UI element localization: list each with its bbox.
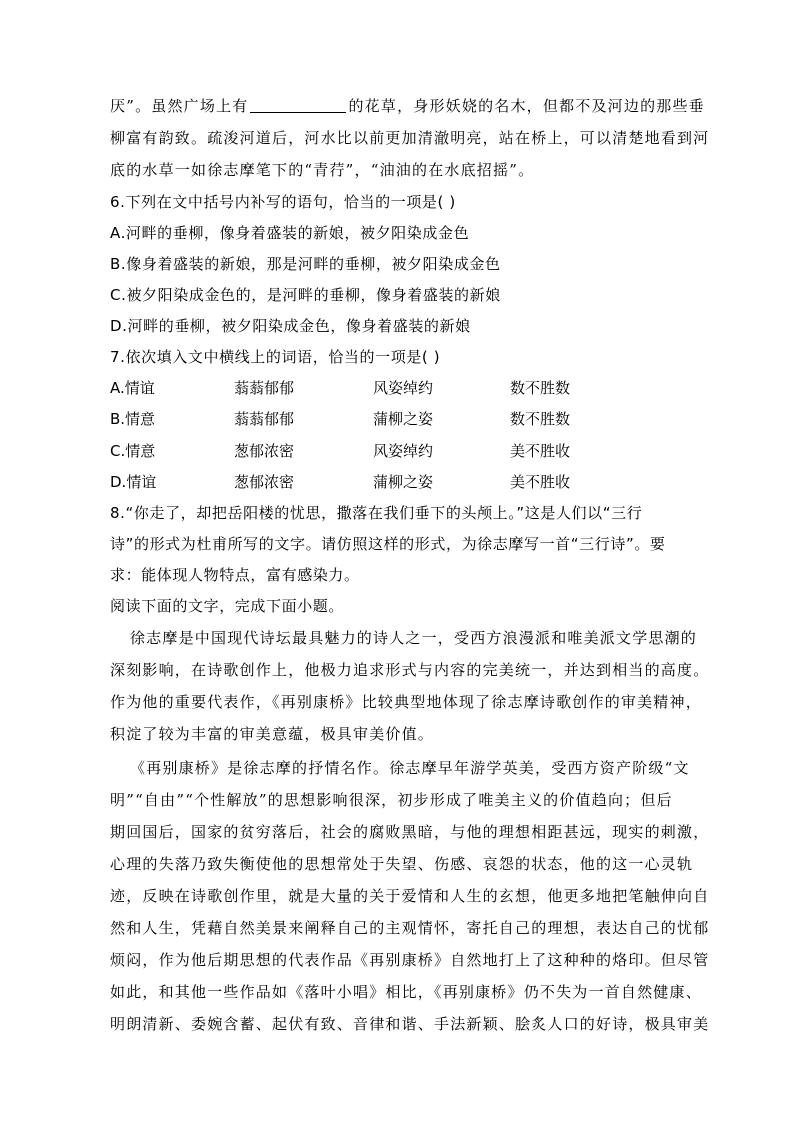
option-word: 蓊蓊郁郁 (234, 410, 295, 428)
passage-text: 厌”。虽然广场上有 (110, 97, 249, 115)
reading-instruction: 阅读下面的文字，完成下面小题。 (110, 597, 345, 615)
question-6-option-d: D.河畔的垂柳，被夕阳染成金色，像身着盛装的新娘 (110, 317, 471, 335)
question-6-option-a: A.河畔的垂柳，像身着盛装的新娘，被夕阳染成金色 (110, 224, 470, 242)
article-line: 徐志摩是中国现代诗坛最具魅力的诗人之一，受西方浪漫派和唯美派文学思潮的 (130, 629, 698, 647)
option-word: 风姿绰约 (373, 379, 434, 397)
question-8-line: 诗”的形式为杜甫所写的文字。请仿照这样的形式，为徐志摩写一首“三行诗”。要 (110, 535, 666, 553)
option-word: 蒲柳之姿 (373, 410, 434, 428)
option-word: 数不胜数 (510, 410, 571, 428)
option-word: 数不胜数 (510, 379, 571, 397)
question-8-line: 8.“你走了，却把岳阳楼的忧思，撒落在我们垂下的头颅上。”这是人们以“三行 (110, 504, 643, 522)
option-word: 美不胜收 (510, 442, 571, 460)
article-line: 明朗清新、委婉含蓄、起伏有致、音律和谐、手法新颖、脍炙人口的好诗，极具审美 (110, 1015, 710, 1033)
article-line: 明”“自由”“个性解放”的思想影响很深，初步形成了唯美主义的价值趋向；但后 (110, 791, 673, 809)
fill-blank (250, 98, 346, 113)
question-6-stem: 6.下列在文中括号内补写的语句，恰当的一项是( ) (110, 193, 456, 211)
passage-line: 底的水草一如徐志摩笔下的“青荇”，“油油的在水底招摇”。 (110, 161, 535, 179)
option-word: 风姿绰约 (373, 442, 434, 460)
option-word: 葱郁浓密 (234, 442, 295, 460)
article-line: 期回国后，国家的贫穷落后，社会的腐败黑暗，与他的理想相距甚远，现实的刺激， (110, 823, 710, 841)
article-line: 如此，和其他一些作品如《落叶小唱》相比，《再别康桥》仍不失为一首自然健康、 (110, 983, 702, 1001)
option-word: 美不胜收 (510, 473, 571, 491)
option-word: C.情意 (110, 442, 156, 460)
article-line: 心理的失落乃致失衡使他的思想常处于失望、伤感、哀怨的状态，他的这一心灵轨 (110, 855, 694, 873)
article-line: 烦闷，作为他后期思想的代表作品《再别康桥》自然地打上了这种种的烙印。但尽管 (110, 951, 710, 969)
passage-text: 的花草，身形妖娆的名木，但都不及河边的那些垂 (348, 97, 705, 115)
article-line: 然和人生，凭藉自然美景来阐释自己的主观情怀，寄托自己的理想，表达自己的忧郁 (110, 919, 710, 937)
question-6-option-c: C.被夕阳染成金色的，是河畔的垂柳，像身着盛装的新娘 (110, 286, 501, 304)
option-word: 蒲柳之姿 (373, 473, 434, 491)
article-line: 深刻影响，在诗歌创作上，他极力追求形式与内容的完美统一，并达到相当的高度。 (110, 661, 710, 679)
option-word: 葱郁浓密 (234, 473, 295, 491)
article-line: 作为他的重要代表作，《再别康桥》比较典型地体现了徐志摩诗歌创作的审美精神， (110, 693, 702, 711)
question-8-line: 求：能体现人物特点，富有感染力。 (110, 566, 360, 584)
passage-line (110, 95, 705, 116)
question-6-option-b: B.像身着盛装的新娘，那是河畔的垂柳，被夕阳染成金色 (110, 255, 501, 273)
passage-line: 柳富有韵致。疏浚河道后，河水比以前更加清澈明亮，站在桥上，可以清楚地看到河 (110, 129, 710, 147)
article-line: 积淀了较为丰富的审美意蕴，极具审美价值。 (110, 725, 435, 743)
question-7-stem: 7.依次填入文中横线上的词语，恰当的一项是( ) (110, 348, 441, 366)
option-word: D.情谊 (110, 473, 157, 491)
option-word: A.情谊 (110, 379, 155, 397)
article-line: 《再别康桥》是徐志摩的抒情名作。徐志摩早年游学英美，受西方资产阶级“文 (130, 759, 690, 777)
article-line: 迹，反映在诗歌创作里，就是大量的关于爱情和人生的玄想，他更多地把笔触伸向自 (110, 887, 710, 905)
option-word: B.情意 (110, 410, 156, 428)
option-word: 蓊蓊郁郁 (234, 379, 295, 397)
